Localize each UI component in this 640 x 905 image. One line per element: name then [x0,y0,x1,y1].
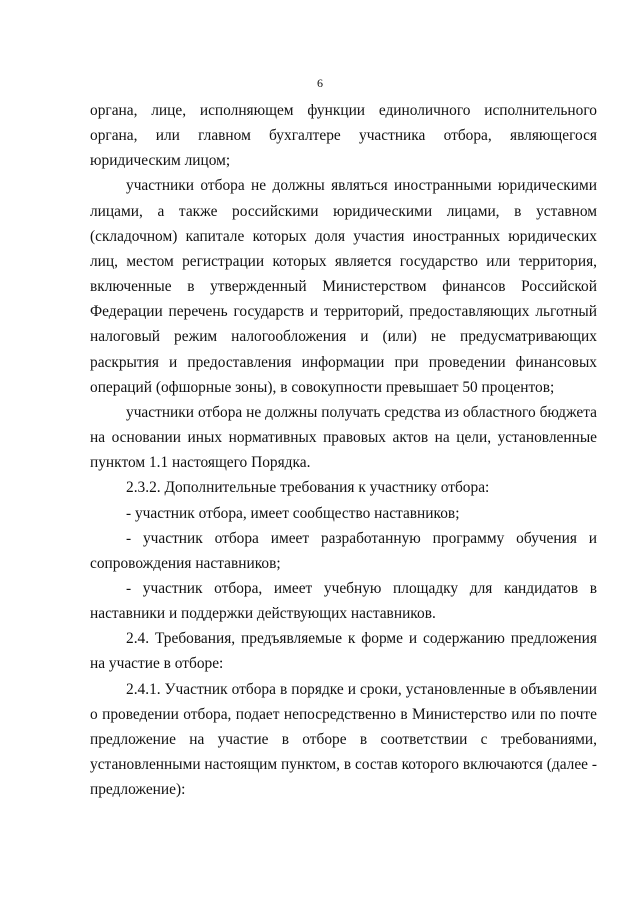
paragraph: 2.4. Требования, предъявляемые к форме и содержанию предложения на участие в отборе: [90,630,597,673]
paragraph: участники отбора не должны получать средства из областного бюджета на основании иных нормативных правовых актов на цели, установленные пунктом 1.1 настоящего Порядка. [90,403,597,472]
page-number: 6 [317,76,323,90]
list-item: - участник отбора, имеет сообщество наставников; [126,504,460,522]
document-body [90,98,597,802]
paragraph: 2.4.1. Участник отбора в порядке и сроки, установленные в объявлении о проведении отбора, подает непосредственно в Министерство или по почте предложение на участие в отборе в соответствии с требованиями, установленными настоящим пунктом, в состав которого включаются (далее - предложение): [90,680,597,799]
paragraph: участники отбора не должны являться иностранными юридическими лицами, а также российскими юридическими лицами, в уставном (складочном) капитале которых доля участия иностранных юридических лиц, местом регистрации которых является государство или территория, включенные в утвержденный Министерством финансов Российской Федерации перечень государств и территорий, предоставляющих льготный налоговый режим налогообложения и (или) не предусматривающих раскрытия и предоставления информации при проведении финансовых операций (офшорные зоны), в совокупности превышает 50 процентов; [90,177,597,396]
paragraph: 2.3.2. Дополнительные требования к участнику отбора: [126,479,490,497]
paragraph: органа, лице, исполняющем функции единоличного исполнительного органа, или главном бухгалтере участника отбора, являющегося юридическим лицом; [90,102,597,170]
list-item: - участник отбора, имеет учебную площадку для кандидатов в наставники и поддержки действующих наставников. [90,579,597,623]
list-item: - участник отбора имеет разработанную программу обучения и сопровождения наставников; [90,529,597,572]
